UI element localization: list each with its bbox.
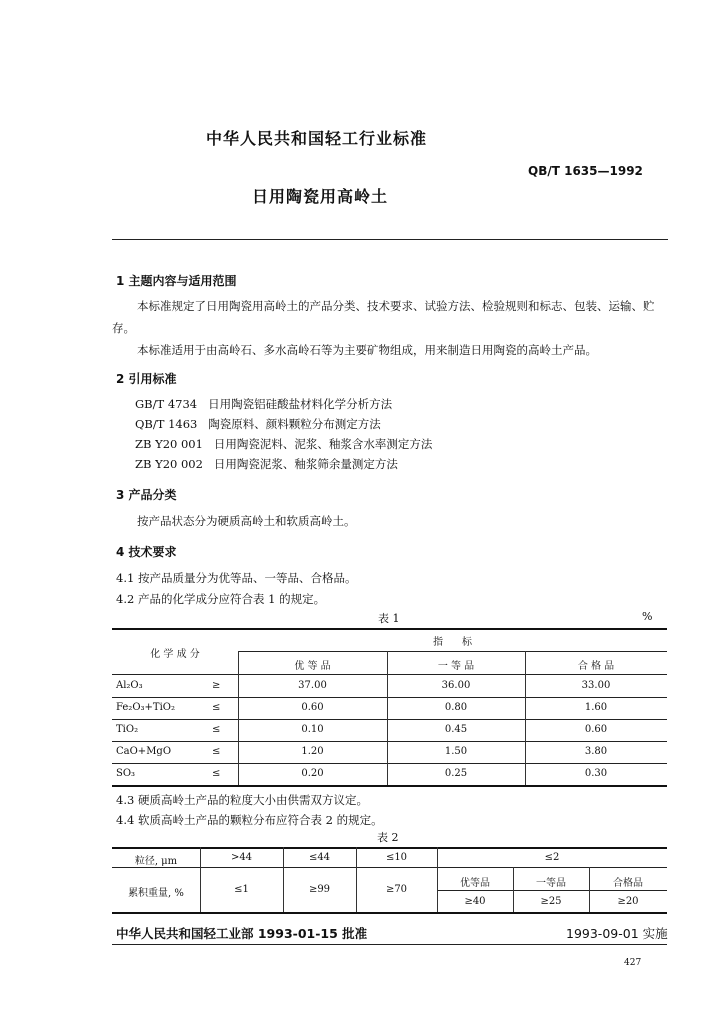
grade-head: 一等品 xyxy=(536,878,566,889)
reference-item: ZB Y20 002 日用陶瓷泥浆、釉浆筛余量测定方法 xyxy=(135,457,398,471)
component-name: Al₂O₃ xyxy=(116,680,143,691)
table-1-value: 3.80 xyxy=(584,746,608,757)
particle-size-label: 粒径, μm xyxy=(134,856,178,867)
reference-item: QB/T 1463 陶瓷原料、颜料颗粒分布测定方法 xyxy=(135,417,381,431)
component-name: TiO₂ xyxy=(116,724,139,735)
section-1-para-1-cont: 存。 xyxy=(112,321,135,335)
clause-4-1: 4.1 按产品质量分为优等品、一等品、合格品。 xyxy=(116,571,357,585)
table-1-head-rule xyxy=(112,674,667,675)
table-1-unit: % xyxy=(642,610,653,623)
table-1-row-rule xyxy=(112,697,667,698)
grade-value: ≥40 xyxy=(464,896,486,907)
limit-sign: ≤ xyxy=(212,724,221,735)
org-title: 中华人民共和国轻工行业标准 xyxy=(206,129,428,148)
cumulative-weight-value: ≥70 xyxy=(385,884,408,895)
grade-value: ≥20 xyxy=(617,896,639,907)
table-1-row-rule xyxy=(112,741,667,742)
grade-head: 合 格 品 xyxy=(577,661,615,672)
grade-head: 优等品 xyxy=(460,878,490,889)
table-1-value: 0.45 xyxy=(444,724,468,735)
component-name: Fe₂O₃+TiO₂ xyxy=(116,702,175,713)
limit-sign: ≤ xyxy=(212,768,221,779)
section-1-para-1: 本标准规定了日用陶瓷用高岭土的产品分类、技术要求、试验方法、检验规则和标志、包装、运输、贮 xyxy=(137,299,655,313)
table-1-value: 0.30 xyxy=(584,768,608,779)
table-1-value: 36.00 xyxy=(441,680,471,691)
section-2-title: 2 引用标准 xyxy=(116,372,177,386)
section-1-title: 1 主题内容与适用范围 xyxy=(116,274,237,288)
standard-number: QB/T 1635—1992 xyxy=(528,164,643,178)
clause-4-2: 4.2 产品的化学成分应符合表 1 的规定。 xyxy=(116,592,326,606)
clause-4-4: 4.4 软质高岭土产品的颗粒分布应符合表 2 的规定。 xyxy=(116,813,383,827)
table-1-group-rule xyxy=(238,651,667,652)
table-1-value: 0.80 xyxy=(444,702,468,713)
approval-line: 中华人民共和国轻工业部 1993-01-15 批准 xyxy=(116,926,368,941)
grade-head: 优 等 品 xyxy=(294,661,331,672)
grade-head: 合格品 xyxy=(613,878,643,889)
cumulative-weight-value: ≥99 xyxy=(308,884,331,895)
component-name: SO₃ xyxy=(116,768,136,779)
document-title: 日用陶瓷用高岭土 xyxy=(252,187,389,206)
reference-item: GB/T 4734 日用陶瓷铝硅酸盐材料化学分析方法 xyxy=(135,397,393,411)
table-1-caption: 表 1 xyxy=(378,612,400,625)
cumulative-weight-value: ≤1 xyxy=(234,884,249,895)
implementation-line: 1993-09-01 实施 xyxy=(566,926,668,941)
table-1-row-rule xyxy=(112,719,667,720)
table-1-value: 1.50 xyxy=(444,746,468,757)
table-1-group-head: 指 标 xyxy=(432,637,473,648)
table-2-row-rule xyxy=(112,867,667,868)
section-3-para: 按产品状态分为硬质高岭土和软质高岭土。 xyxy=(137,514,356,528)
section-4-title: 4 技术要求 xyxy=(116,545,177,559)
table-1-value: 1.20 xyxy=(301,746,324,757)
component-name: CaO+MgO xyxy=(116,746,172,757)
table-1-top-rule xyxy=(112,628,667,630)
section-1-para-2: 本标准适用于由高岭石、多水高岭石等为主要矿物组成，用来制造日用陶瓷的高岭土产品。 xyxy=(137,343,597,357)
table-1-col-head: 化 学 成 分 xyxy=(150,649,200,660)
grade-value: ≥25 xyxy=(540,896,562,907)
limit-sign: ≤ xyxy=(212,702,221,713)
grade-head: 一 等 品 xyxy=(437,661,475,672)
table-1-row-rule xyxy=(112,763,667,764)
particle-size-value: ≤2 xyxy=(544,852,560,863)
clause-4-3: 4.3 硬质高岭土产品的粒度大小由供需双方议定。 xyxy=(116,793,368,807)
table-1-value: 0.10 xyxy=(301,724,324,735)
table-2-bottom-rule xyxy=(112,912,667,914)
table-1-value: 0.20 xyxy=(301,768,324,779)
table-2-top-rule xyxy=(112,847,667,849)
table-1-value: 0.60 xyxy=(301,702,324,713)
limit-sign: ≤ xyxy=(212,746,221,757)
table-1-value: 33.00 xyxy=(581,680,611,691)
page-number: 427 xyxy=(624,958,642,968)
section-3-title: 3 产品分类 xyxy=(116,488,177,502)
limit-sign: ≥ xyxy=(212,680,221,691)
footer-rule xyxy=(112,944,667,945)
particle-size-value: ≤10 xyxy=(385,852,408,863)
table-1-value: 37.00 xyxy=(298,680,327,691)
reference-item: ZB Y20 001 日用陶瓷泥料、泥浆、釉浆含水率测定方法 xyxy=(135,437,433,451)
cumulative-weight-label: 累积重量, % xyxy=(128,888,184,899)
header-rule xyxy=(112,239,668,240)
table-1-value: 0.60 xyxy=(584,724,608,735)
particle-size-value: ≤44 xyxy=(308,852,331,863)
table-2-sub-rule xyxy=(437,890,667,891)
table-2-caption: 表 2 xyxy=(377,831,399,844)
table-1-bottom-rule xyxy=(112,785,667,787)
table-1-value: 1.60 xyxy=(584,702,608,713)
particle-size-value: >44 xyxy=(230,852,253,863)
table-1-value: 0.25 xyxy=(444,768,468,779)
